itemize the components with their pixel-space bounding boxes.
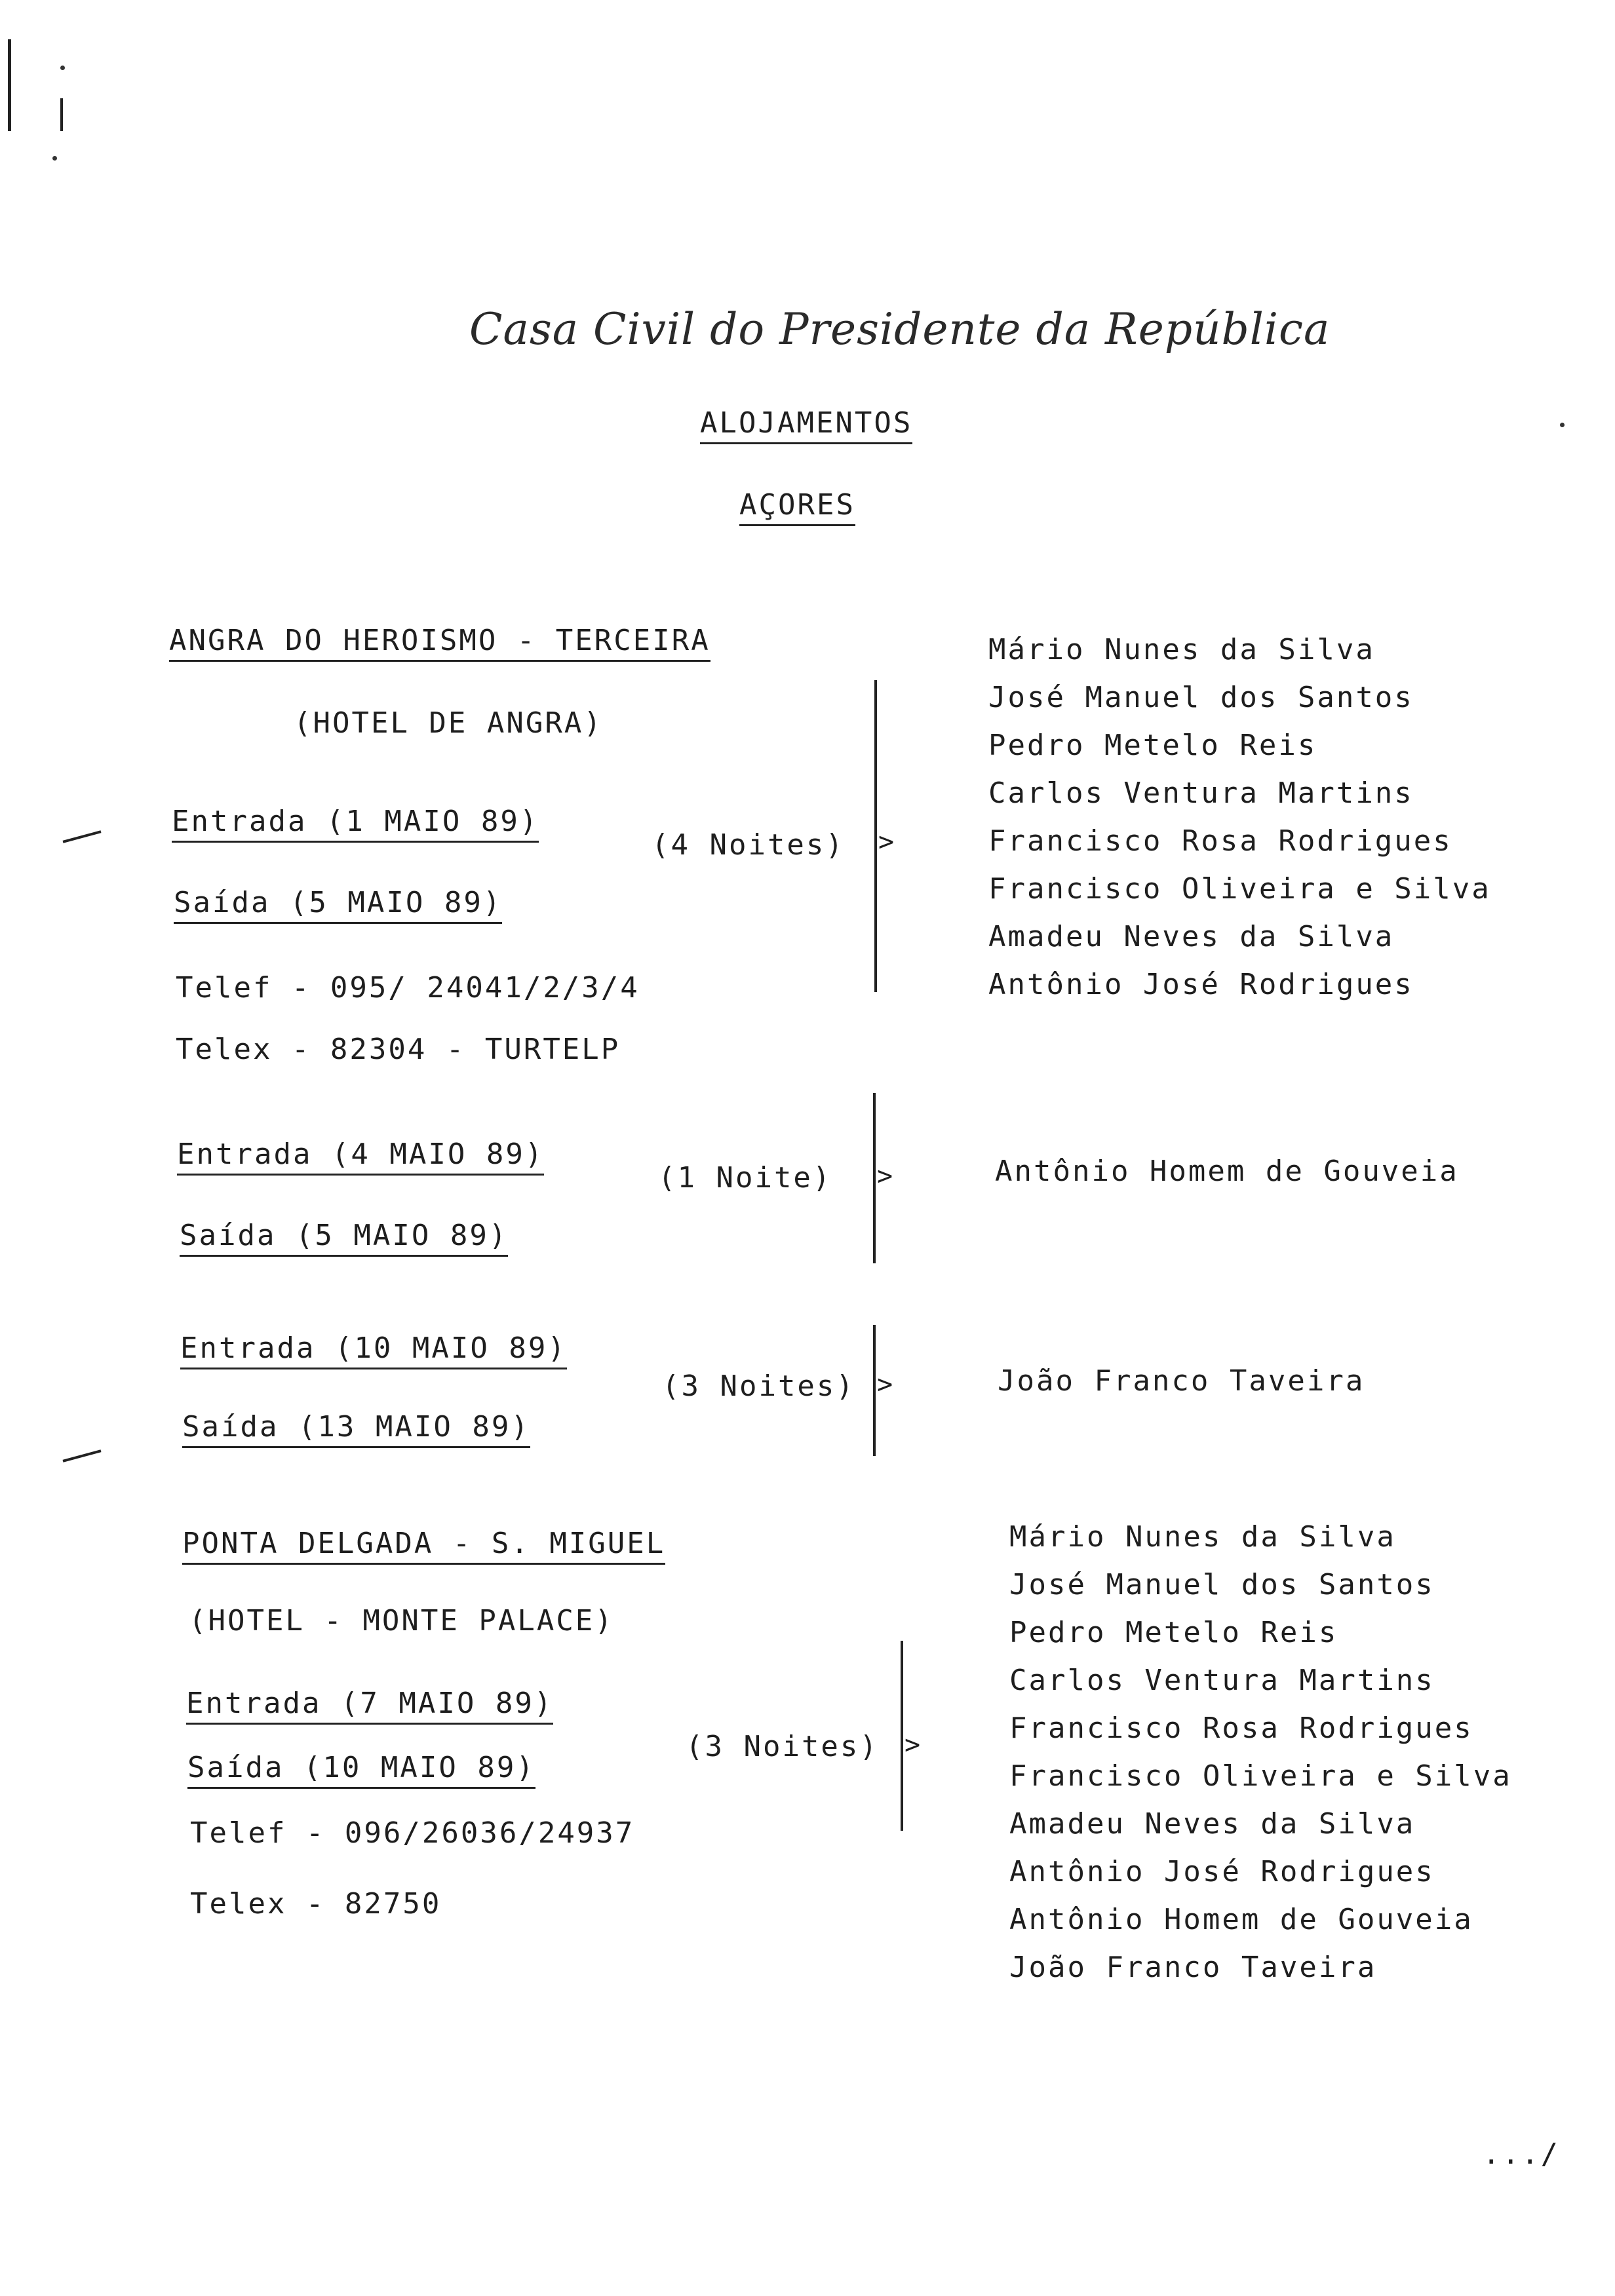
telex: Telex - 82750 — [190, 1887, 442, 1921]
guest-name: Mário Nunes da Silva — [1009, 1520, 1396, 1554]
entrada-date: Entrada (4 MAIO 89) — [177, 1138, 544, 1176]
saida-date: Saída (5 MAIO 89) — [174, 886, 502, 924]
guest-name: Francisco Rosa Rodrigues — [988, 824, 1452, 858]
guest-name: Amadeu Neves da Silva — [1009, 1807, 1416, 1841]
guest-name: Antônio José Rodrigues — [988, 968, 1414, 1001]
guest-name: Francisco Rosa Rodrigues — [1009, 1712, 1473, 1745]
entrada-date: Entrada (7 MAIO 89) — [186, 1687, 553, 1725]
guest-name: Pedro Metelo Reis — [988, 729, 1317, 762]
scan-mark — [60, 98, 63, 131]
section-location: PONTA DELGADA - S. MIGUEL — [182, 1527, 665, 1565]
arrow-icon: > — [877, 1369, 893, 1400]
guest-name: Mário Nunes da Silva — [988, 633, 1375, 666]
bracket — [874, 680, 877, 992]
page-subtitle: AÇORES — [739, 488, 855, 526]
guest-name: Francisco Oliveira e Silva — [1009, 1759, 1512, 1793]
nights-count: (3 Noites) — [686, 1730, 879, 1763]
arrow-icon: > — [905, 1730, 921, 1760]
telef: Telef - 095/ 24041/2/3/4 — [176, 971, 640, 1004]
guest-name: José Manuel dos Santos — [988, 681, 1414, 714]
guest-name: Amadeu Neves da Silva — [988, 920, 1395, 953]
guest-name: João Franco Taveira — [1009, 1951, 1377, 1984]
guest-name: Antônio Homem de Gouveia — [1009, 1903, 1473, 1936]
nights-count: (3 Noites) — [662, 1369, 855, 1403]
guest-name: João Franco Taveira — [998, 1364, 1365, 1398]
bracket — [873, 1093, 876, 1263]
saida-date: Saída (5 MAIO 89) — [180, 1219, 508, 1257]
scan-mark — [63, 1449, 102, 1462]
scan-dot — [60, 66, 65, 70]
arrow-icon: > — [877, 1161, 893, 1191]
guest-list — [1009, 1520, 1512, 1999]
section-location: ANGRA DO HEROISMO - TERCEIRA — [169, 624, 710, 662]
bracket — [873, 1325, 876, 1456]
nights-count: (4 Noites) — [652, 828, 845, 862]
scan-dot — [52, 156, 57, 161]
bracket — [901, 1641, 903, 1831]
hotel-name: (HOTEL DE ANGRA) — [294, 706, 603, 740]
page-title: ALOJAMENTOS — [700, 406, 912, 444]
guest-name: Carlos Ventura Martins — [988, 776, 1414, 810]
saida-date: Saída (10 MAIO 89) — [187, 1751, 535, 1789]
hotel-name: (HOTEL - MONTE PALACE) — [189, 1604, 614, 1637]
letterhead: Casa Civil do Presidente da República — [469, 304, 1331, 354]
continuation-mark: .../ — [1483, 2137, 1560, 2171]
saida-date: Saída (13 MAIO 89) — [182, 1410, 530, 1448]
arrow-icon: > — [878, 827, 895, 857]
guest-list — [988, 633, 1491, 1016]
guest-name: Carlos Ventura Martins — [1009, 1664, 1435, 1697]
guest-name: Antônio Homem de Gouveia — [995, 1155, 1459, 1188]
guest-name: Pedro Metelo Reis — [1009, 1616, 1338, 1649]
telef: Telef - 096/26036/24937 — [190, 1816, 635, 1850]
scan-dot — [1560, 423, 1565, 427]
guest-name: Antônio José Rodrigues — [1009, 1855, 1435, 1888]
scan-mark — [8, 39, 11, 131]
telex: Telex - 82304 - TURTELP — [176, 1033, 621, 1066]
entrada-date: Entrada (10 MAIO 89) — [180, 1331, 567, 1369]
nights-count: (1 Noite) — [658, 1161, 832, 1195]
scan-mark — [63, 830, 102, 843]
guest-name: José Manuel dos Santos — [1009, 1568, 1435, 1601]
guest-name: Francisco Oliveira e Silva — [988, 872, 1491, 906]
entrada-date: Entrada (1 MAIO 89) — [172, 805, 539, 843]
